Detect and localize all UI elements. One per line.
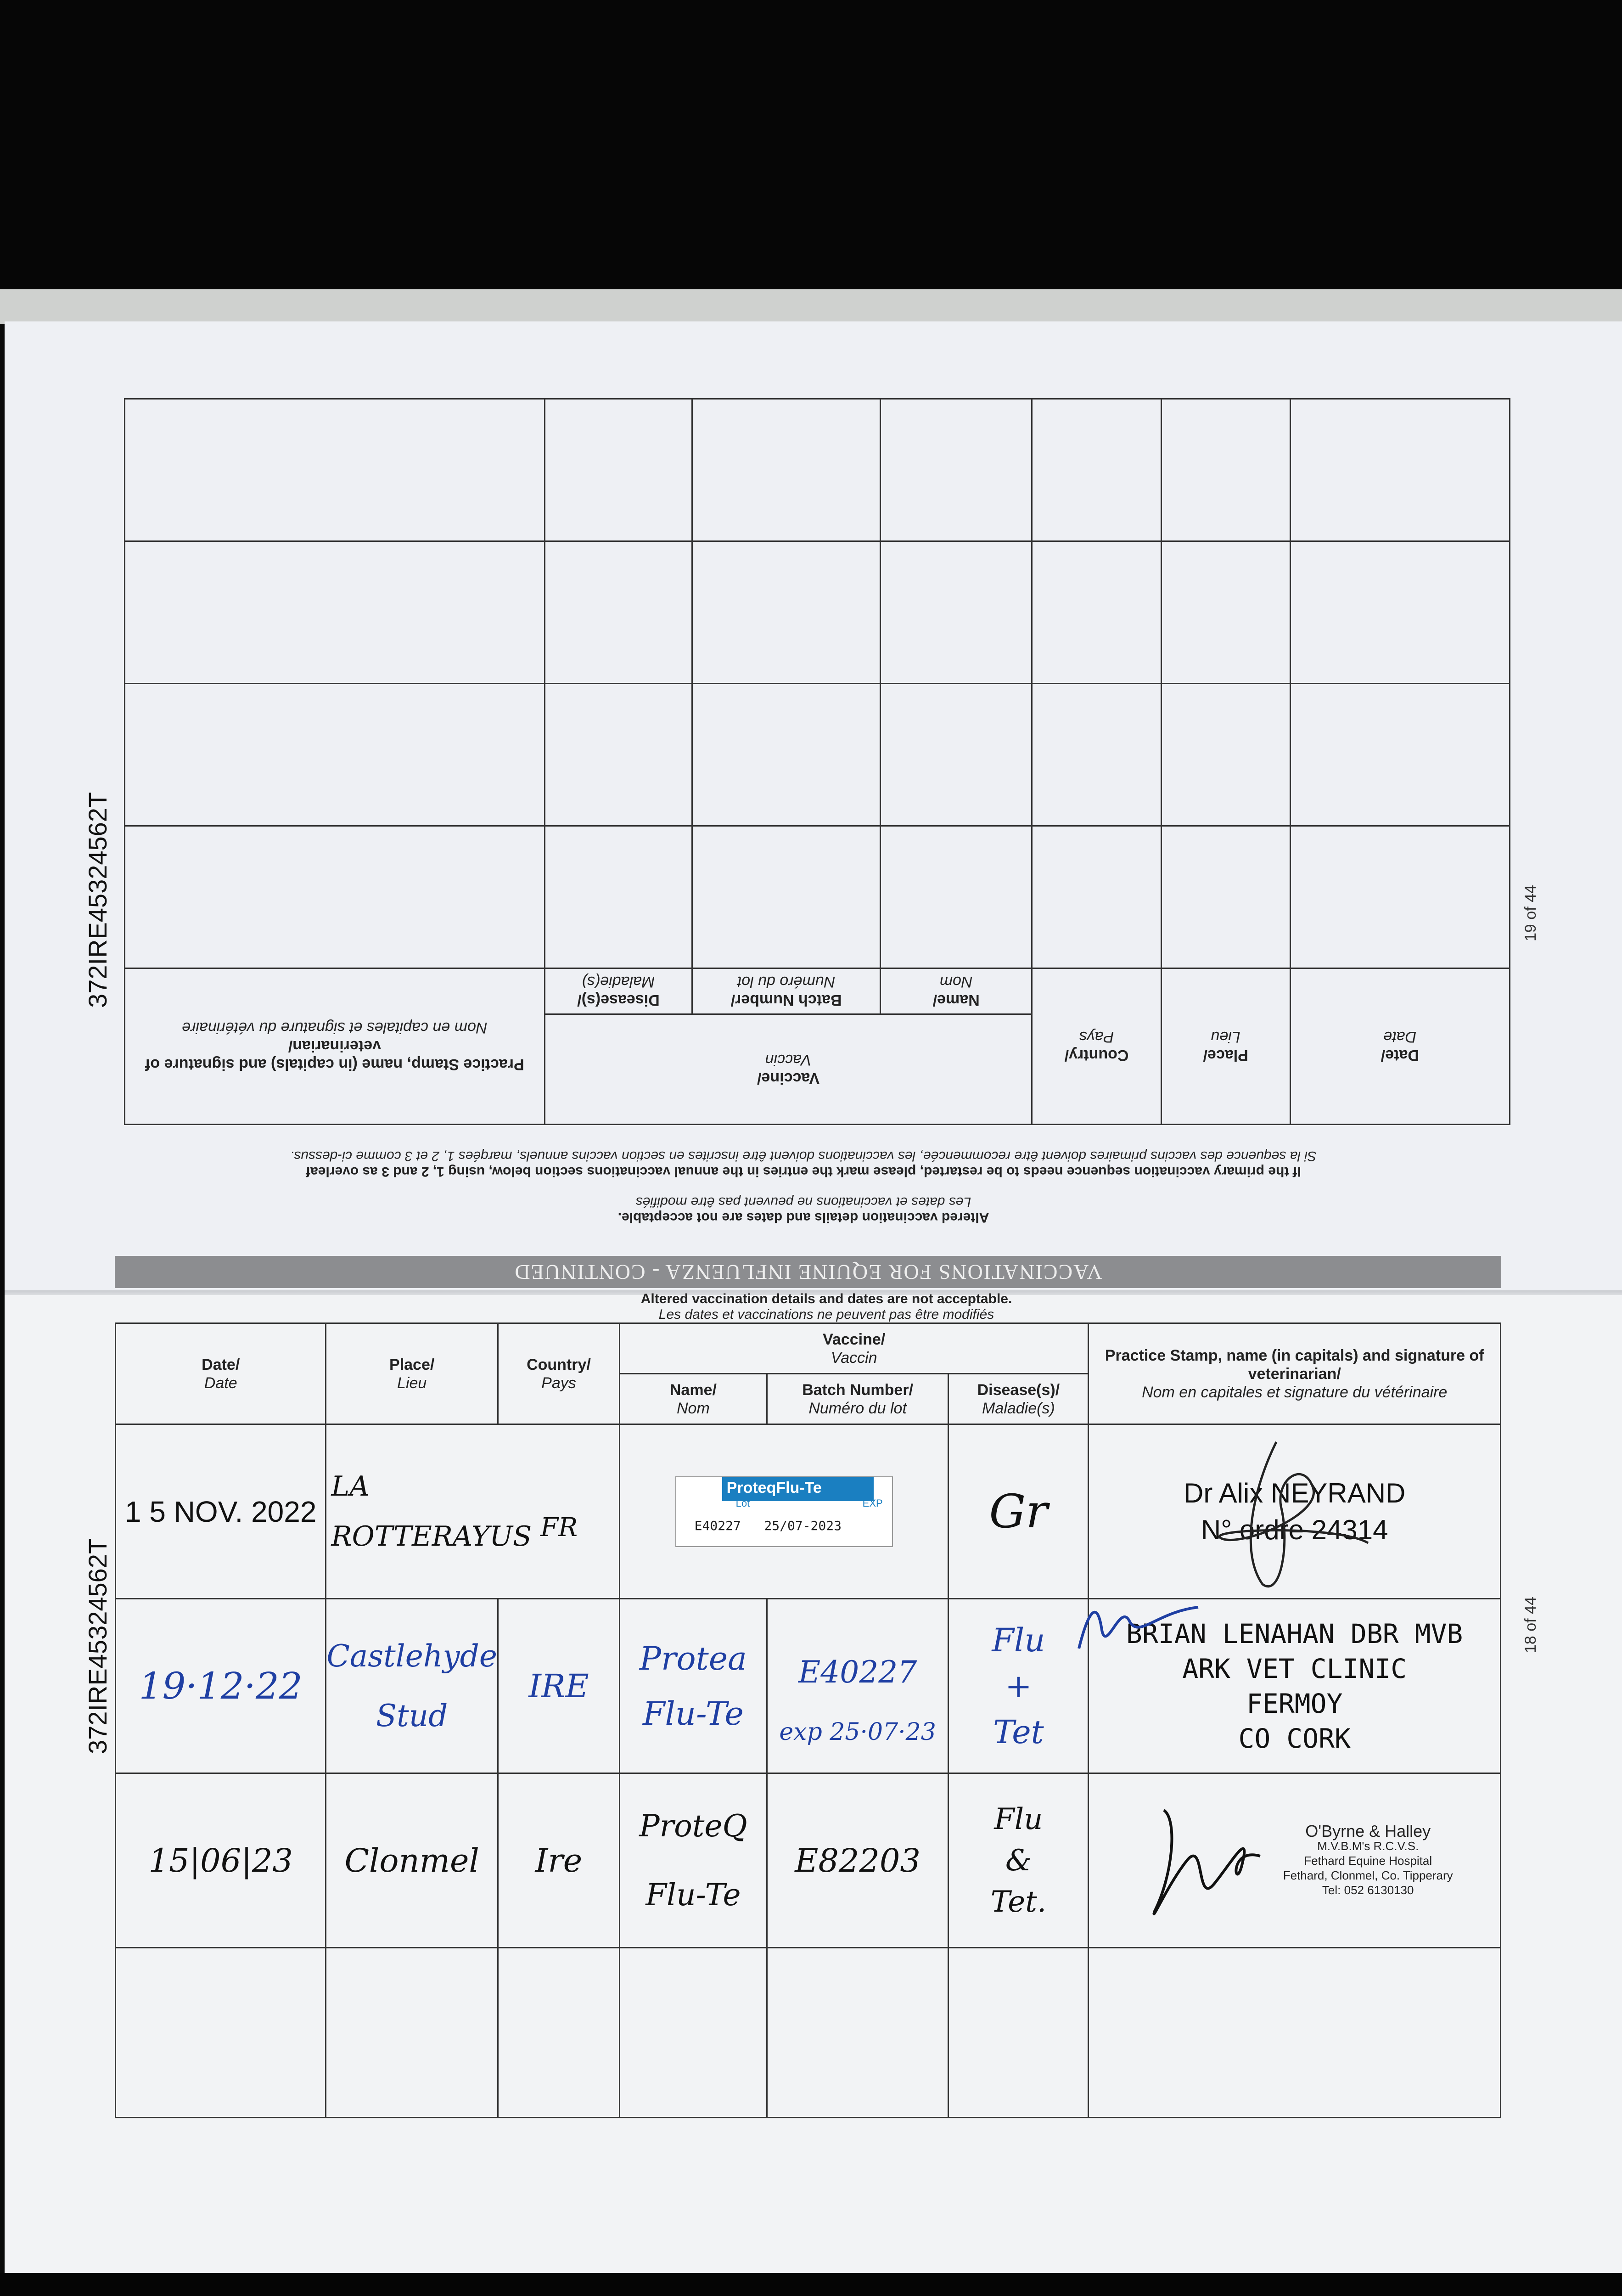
- header-batch: Batch Number/ Numéro du lot: [767, 1374, 949, 1424]
- table-row: [116, 1773, 1501, 1948]
- entry2-disease: Flu + Tet: [949, 1599, 1089, 1773]
- lower-page-number: 18 of 44: [1522, 1597, 1539, 1653]
- header-date: Date/ Date: [116, 1323, 326, 1424]
- table-row: [125, 826, 1510, 968]
- entry3-country: Ire: [498, 1773, 619, 1948]
- upper-notice: Altered vaccination details and dates are not acceptable. Les dates et vaccinations ne peuvent pas être modifiés: [617, 1194, 989, 1225]
- signature-icon: [1136, 1792, 1274, 1930]
- entry3-name: ProteQ Flu-Te: [619, 1773, 767, 1948]
- header-country: Country/ Pays: [498, 1323, 619, 1424]
- booklet-edge: [0, 289, 1622, 324]
- entry2-name: Protea Flu-Te: [619, 1599, 767, 1773]
- entry1-date: 1 5 NOV. 2022: [116, 1424, 326, 1599]
- table-row: [125, 399, 1510, 541]
- entry3-batch: E82203: [767, 1773, 949, 1948]
- header-name: Name/ Nom: [619, 1374, 767, 1424]
- entry3-date: 15|06|23: [116, 1773, 326, 1948]
- entry2-batch: E40227 exp 25·07·23: [767, 1599, 949, 1773]
- header-disease: Disease(s)/ Maladie(s): [949, 1374, 1089, 1424]
- entry2-vet-stamp: BRIAN LENAHAN DBR MVB ARK VET CLINIC FERMOY CO CORK: [1089, 1599, 1501, 1773]
- entry2-country: IRE: [498, 1599, 619, 1773]
- entry1-vet: Dr Alix NEYRAND N° ordre 24314: [1089, 1424, 1501, 1599]
- header-vaccine: Vaccine/ Vaccin: [619, 1323, 1088, 1374]
- upper-header-vaccine: Vaccine/ Vaccin: [544, 1014, 1032, 1125]
- entry2-date: 19·12·22: [116, 1599, 326, 1773]
- section-title-band: VACCINATIONS FOR EQUINE INFLUENZA - CONTINUED: [115, 1256, 1501, 1288]
- upper-table-wrap: [119, 409, 1510, 1125]
- upper-header-disease: Disease(s)/ Maladie(s): [544, 968, 692, 1014]
- table-row: [116, 1948, 1501, 2118]
- lower-notice: Altered vaccination details and dates are not acceptable. Les dates et vaccinations ne peuvent pas être modifiés: [640, 1291, 1012, 1322]
- entry3-disease: Flu & Tet.: [949, 1773, 1089, 1948]
- vaccine-sticker: ProteqFlu-Te Lot EXP E40227 25/07-2023: [675, 1476, 893, 1547]
- table-row: [125, 684, 1510, 826]
- header-place: Place/ Lieu: [326, 1323, 498, 1424]
- table-row: [116, 1599, 1501, 1773]
- entry1-disease: Gr: [949, 1424, 1089, 1599]
- signature-icon: [1070, 1593, 1207, 1658]
- entry1-vaccine-sticker: [619, 1424, 948, 1599]
- scan-bottom-border: [0, 2273, 1622, 2296]
- upper-primary-note: If the primary vaccination sequence needs to be restarted, please mark the entries in the annual vaccinations section below, using 1, 2 and 3 as overleaf Si la sequence des vaccins primaires doivent être recommencée, les vaccinations doivent être inscrites en section vaccins annuels, marqées 1, 2 et 3 comme ci-dessus.: [290, 1148, 1317, 1179]
- upper-horse-id: 372IRE45324562T: [83, 792, 112, 1008]
- entry1-place: LA ROTTERAYUS $^{FR}$: [326, 1424, 620, 1599]
- upper-vaccination-table: [124, 398, 1510, 1125]
- table-row: [125, 541, 1510, 684]
- scan-top-border: [0, 0, 1622, 294]
- entry3-place: Clonmel: [326, 1773, 498, 1948]
- upper-page-number: 19 of 44: [1522, 885, 1539, 941]
- upper-header-batch: Batch Number/ Numéro du lot: [692, 968, 881, 1014]
- entry3-practice-stamp: O'Byrne & Halley M.V.B.M's R.C.V.S. Fethard Equine Hospital Fethard, Clonmel, Co. Tipperary Tel: 052 6130130: [1089, 1773, 1501, 1948]
- lower-horse-id: 372IRE45324562T: [83, 1538, 112, 1754]
- upper-header-date: Date/ Date: [1290, 968, 1510, 1125]
- header-stamp: Practice Stamp, name (in capitals) and signature of veterinarian/ Nom en capitales et signature du vétérinaire: [1089, 1323, 1501, 1424]
- signature-icon: [1184, 1433, 1377, 1598]
- upper-header-place: Place/ Lieu: [1161, 968, 1290, 1125]
- upper-header-stamp: Practice Stamp, name (in capitals) and signature of veterinarian/ Nom en capitales et signature du vétérinaire: [125, 968, 545, 1125]
- entry2-place: Castlehyde Stud: [326, 1599, 498, 1773]
- upper-header-country: Country/ Pays: [1032, 968, 1161, 1125]
- upper-header-name: Name/ Nom: [880, 968, 1032, 1014]
